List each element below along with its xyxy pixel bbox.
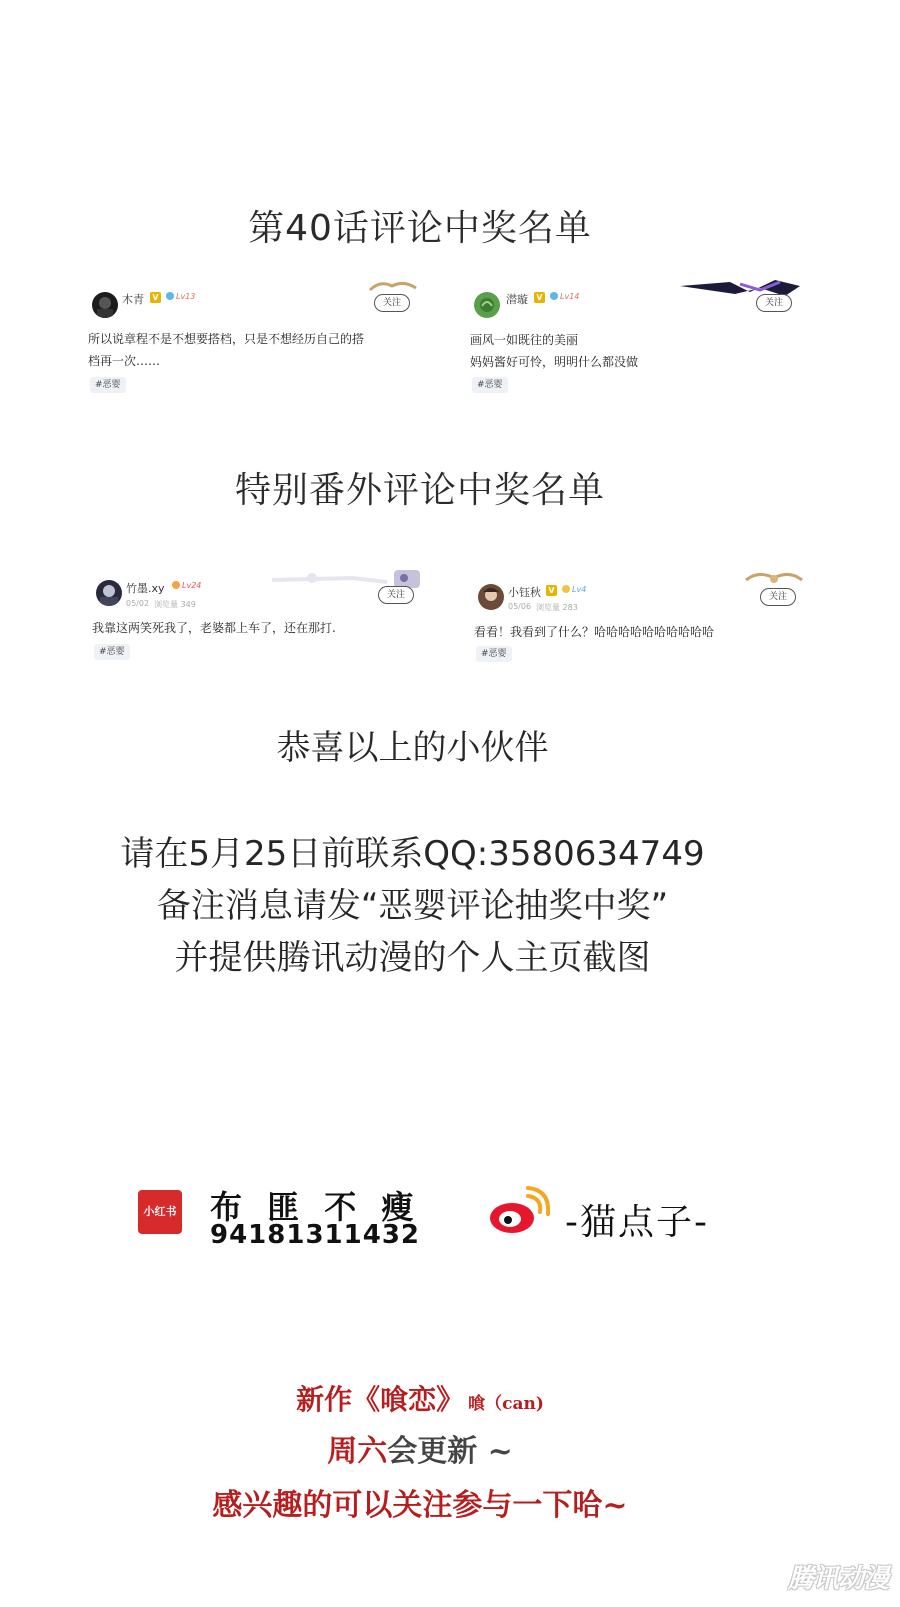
level-badge <box>560 584 588 596</box>
level-icon <box>550 292 558 300</box>
topic-tag[interactable]: #恶婴 <box>472 377 508 393</box>
topic-tag[interactable]: #恶婴 <box>476 646 512 662</box>
level-badge <box>164 291 197 303</box>
level-badge <box>170 580 203 592</box>
follow-button[interactable]: 关注 <box>378 586 414 604</box>
post-date: 05/06 <box>508 602 532 611</box>
view-count: 浏览量 283 <box>536 603 578 612</box>
avatar[interactable] <box>474 292 500 318</box>
section2-title: 特别番外评论中奖名单 <box>234 470 605 511</box>
comment-text: 我靠这两笑死我了，老婆都上车了，还在那打. <box>92 621 336 635</box>
topic-tag[interactable]: #恶婴 <box>94 644 130 660</box>
comment-card <box>474 570 804 690</box>
username[interactable]: 竹墨.xy <box>126 582 165 595</box>
xiaohongshu-name: 布 匪 不 瘦 <box>210 1188 421 1226</box>
follow-button[interactable]: 关注 <box>374 294 410 312</box>
contact-line-1: 请在5月25日前联系QQ:3580634749 <box>120 834 705 874</box>
comment-line: 所以说章程不是不想要搭档，只是不想经历自己的搭 <box>88 332 365 346</box>
comment-line: 画风一如既往的美丽 <box>470 333 579 347</box>
level-text: Lv14 <box>560 292 580 301</box>
comment-text <box>88 328 413 372</box>
avatar[interactable] <box>92 292 118 318</box>
sticker-decoration <box>744 570 804 586</box>
verified-badge-icon: V <box>150 292 161 303</box>
promo-line-1 <box>0 1378 840 1418</box>
follow-button[interactable]: 关注 <box>760 588 796 606</box>
promo-day: 周六 <box>327 1434 388 1469</box>
sticker-decoration <box>368 280 418 294</box>
weibo-icon[interactable] <box>488 1186 550 1238</box>
level-icon <box>166 292 174 300</box>
view-count: 浏览量 349 <box>154 600 196 609</box>
comment-line: 妈妈酱好可怜，明明什么都没做 <box>470 355 639 369</box>
level-text: Lv24 <box>182 581 202 590</box>
comment-card <box>88 280 418 400</box>
comment-card <box>470 280 800 400</box>
comment-text <box>470 329 795 373</box>
username[interactable]: 木青 <box>122 293 144 306</box>
level-badge <box>548 291 581 303</box>
contact-line-3: 并提供腾讯动漫的个人主页截图 <box>174 938 651 978</box>
level-text: Lv4 <box>572 585 587 594</box>
weibo-name: -猫点子- <box>565 1202 709 1243</box>
promo-line-2 <box>0 1426 840 1470</box>
post-date: 05/02 <box>126 599 150 608</box>
level-text: Lv13 <box>176 292 196 301</box>
comment-card <box>92 570 422 690</box>
tencent-comic-watermark: 腾讯动漫 <box>787 1564 888 1594</box>
verified-badge-icon: V <box>546 585 557 596</box>
contact-line-2: 备注消息请发“恶婴评论抽奖中奖” <box>156 886 669 926</box>
comment-line: 档再一次…… <box>88 354 161 368</box>
level-icon <box>172 581 180 589</box>
comment-text: 看看！我看到了什么？哈哈哈哈哈哈哈哈哈哈 <box>474 625 715 639</box>
username[interactable]: 潜璇 <box>506 293 528 306</box>
avatar[interactable] <box>478 584 504 610</box>
promo-update-text: 会更新 ~ <box>387 1434 513 1469</box>
avatar[interactable] <box>96 580 122 606</box>
promo-title: 新作《喰恋》 <box>296 1383 465 1416</box>
follow-button[interactable]: 关注 <box>756 294 792 312</box>
xiaohongshu-logo-text: 小红书 <box>143 1205 177 1218</box>
section1-title: 第40话评论中奖名单 <box>248 208 592 249</box>
promo-title-reading: 喰（can) <box>468 1394 544 1414</box>
promo-line-3: 感兴趣的可以关注参与一下哈~ <box>212 1488 628 1523</box>
xiaohongshu-icon[interactable] <box>138 1190 182 1234</box>
xiaohongshu-id: 94181311432 <box>210 1220 420 1250</box>
level-icon <box>562 585 570 593</box>
congrats-text: 恭喜以上的小伙伴 <box>276 728 549 768</box>
username[interactable]: 小钰秋 <box>508 586 541 599</box>
verified-badge-icon: V <box>534 292 545 303</box>
topic-tag[interactable]: #恶婴 <box>90 377 126 393</box>
